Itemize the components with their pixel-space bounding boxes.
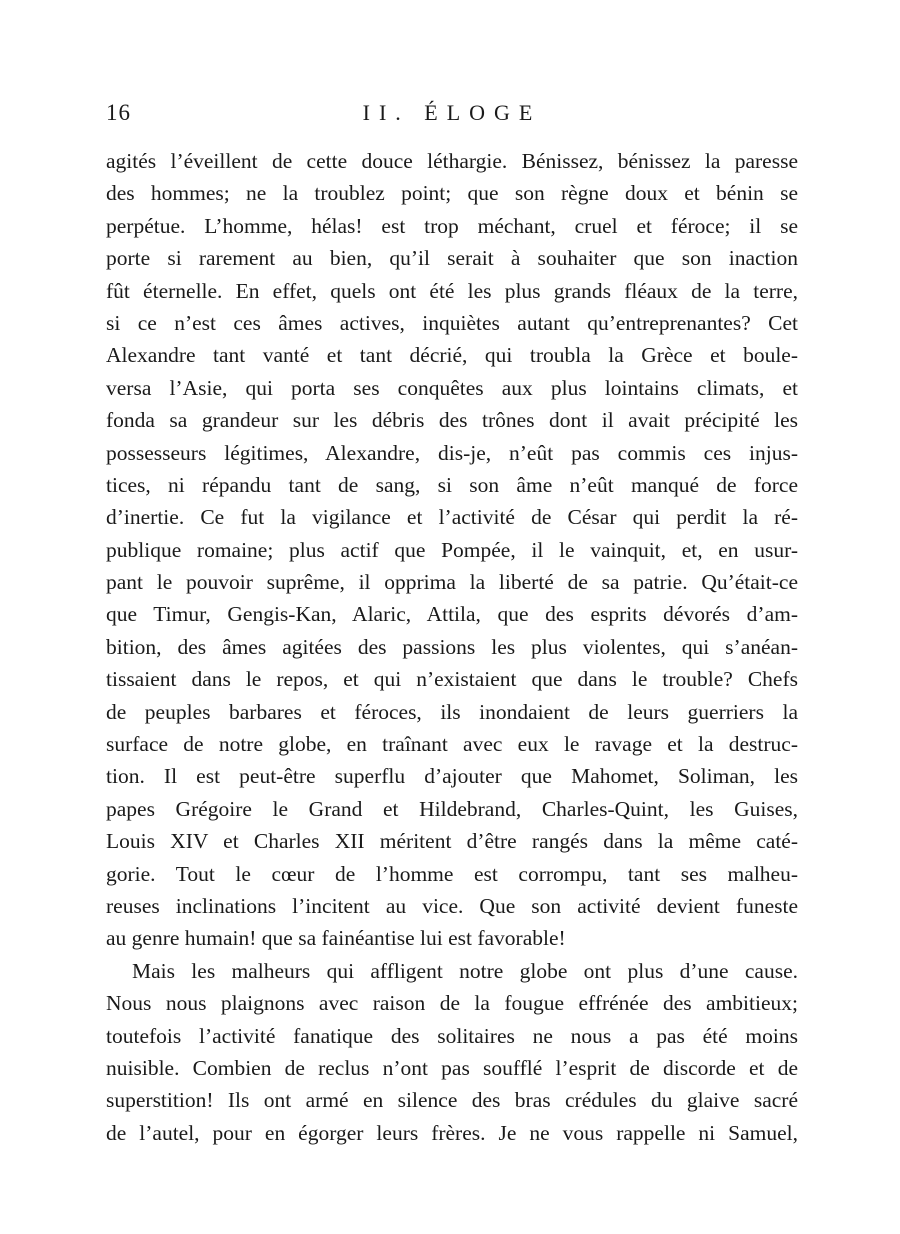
text-line: fonda sa grandeur sur les débris des trônes dont il avait précipité les [106, 408, 798, 433]
text-line: d’inertie. Ce fut la vigilance et l’activité de César qui perdit la ré- [106, 505, 798, 530]
text-line: que Timur, Gengis-Kan, Alaric, Attila, que des esprits dévorés d’am- [106, 602, 798, 627]
text-line: de peuples barbares et féroces, ils inondaient de leurs guerriers la [106, 699, 798, 724]
text-line: Alexandre tant vanté et tant décrié, qui troubla la Grèce et boule- [106, 343, 798, 368]
paragraph-last-line: au genre humain! que sa fainéantise lui est favorable! [106, 926, 566, 951]
text-line: toutefois l’activité fanatique des solitaires ne nous a pas été moins [106, 1023, 798, 1048]
text-line: publique romaine; plus actif que Pompée, il le vainquit, et, en usur- [106, 537, 798, 562]
text-line: pant le pouvoir suprême, il opprima la liberté de sa patrie. Qu’était-ce [106, 570, 798, 595]
body-text [106, 145, 798, 1149]
text-line: nuisible. Combien de reclus n’ont pas soufflé l’esprit de discorde et de [106, 1055, 798, 1080]
text-line: des hommes; ne la troublez point; que son règne doux et bénin se [106, 181, 798, 206]
text-line: Louis XIV et Charles XII méritent d’être rangés dans la même caté- [106, 829, 798, 854]
page-header [106, 100, 798, 136]
text-line: surface de notre globe, en traînant avec eux le ravage et la destruc- [106, 732, 798, 757]
text-line: perpétue. L’homme, hélas! est trop méchant, cruel et féroce; il se [106, 213, 798, 238]
text-line: versa l’Asie, qui porta ses conquêtes aux plus lointains climats, et [106, 375, 798, 400]
page-number: 16 [106, 100, 131, 125]
text-line: agités l’éveillent de cette douce léthargie. Bénissez, bénissez la paresse [106, 149, 798, 173]
text-line: tices, ni répandu tant de sang, si son âme n’eût manqué de force [106, 472, 798, 497]
text-line: superstition! Ils ont armé en silence des bras crédules du glaive sacré [106, 1088, 798, 1113]
text-line: de l’autel, pour en égorger leurs frères. Je ne vous rappelle ni Samuel, [106, 1120, 798, 1145]
text-line: Nous nous plaignons avec raison de la fougue effrénée des ambitieux; [106, 991, 798, 1016]
text-line: reuses inclinations l’incitent au vice. Que son activité devient funeste [106, 893, 798, 918]
text-line: tion. Il est peut-être superflu d’ajouter que Mahomet, Soliman, les [106, 764, 798, 789]
text-line: papes Grégoire le Grand et Hildebrand, Charles-Quint, les Guises, [106, 796, 798, 821]
running-title: II. ÉLOGE [362, 100, 542, 125]
text-line: si ce n’est ces âmes actives, inquiètes autant qu’entreprenantes? Cet [106, 310, 798, 335]
text-line: fût éternelle. En effet, quels ont été les plus grands fléaux de la terre, [106, 278, 798, 303]
paragraph-first-line: Mais les malheurs qui affligent notre globe ont plus d’une cause. [132, 958, 798, 983]
text-line: tissaient dans le repos, et qui n’existaient que dans le trouble? Chefs [106, 667, 798, 692]
text-line: possesseurs légitimes, Alexandre, dis-je, n’eût pas commis ces injus- [106, 440, 798, 465]
text-line: porte si rarement au bien, qu’il serait à souhaiter que son inaction [106, 246, 798, 271]
text-line: bition, des âmes agitées des passions les plus violentes, qui s’anéan- [106, 634, 798, 659]
text-line: gorie. Tout le cœur de l’homme est corrompu, tant ses malheu- [106, 861, 798, 886]
